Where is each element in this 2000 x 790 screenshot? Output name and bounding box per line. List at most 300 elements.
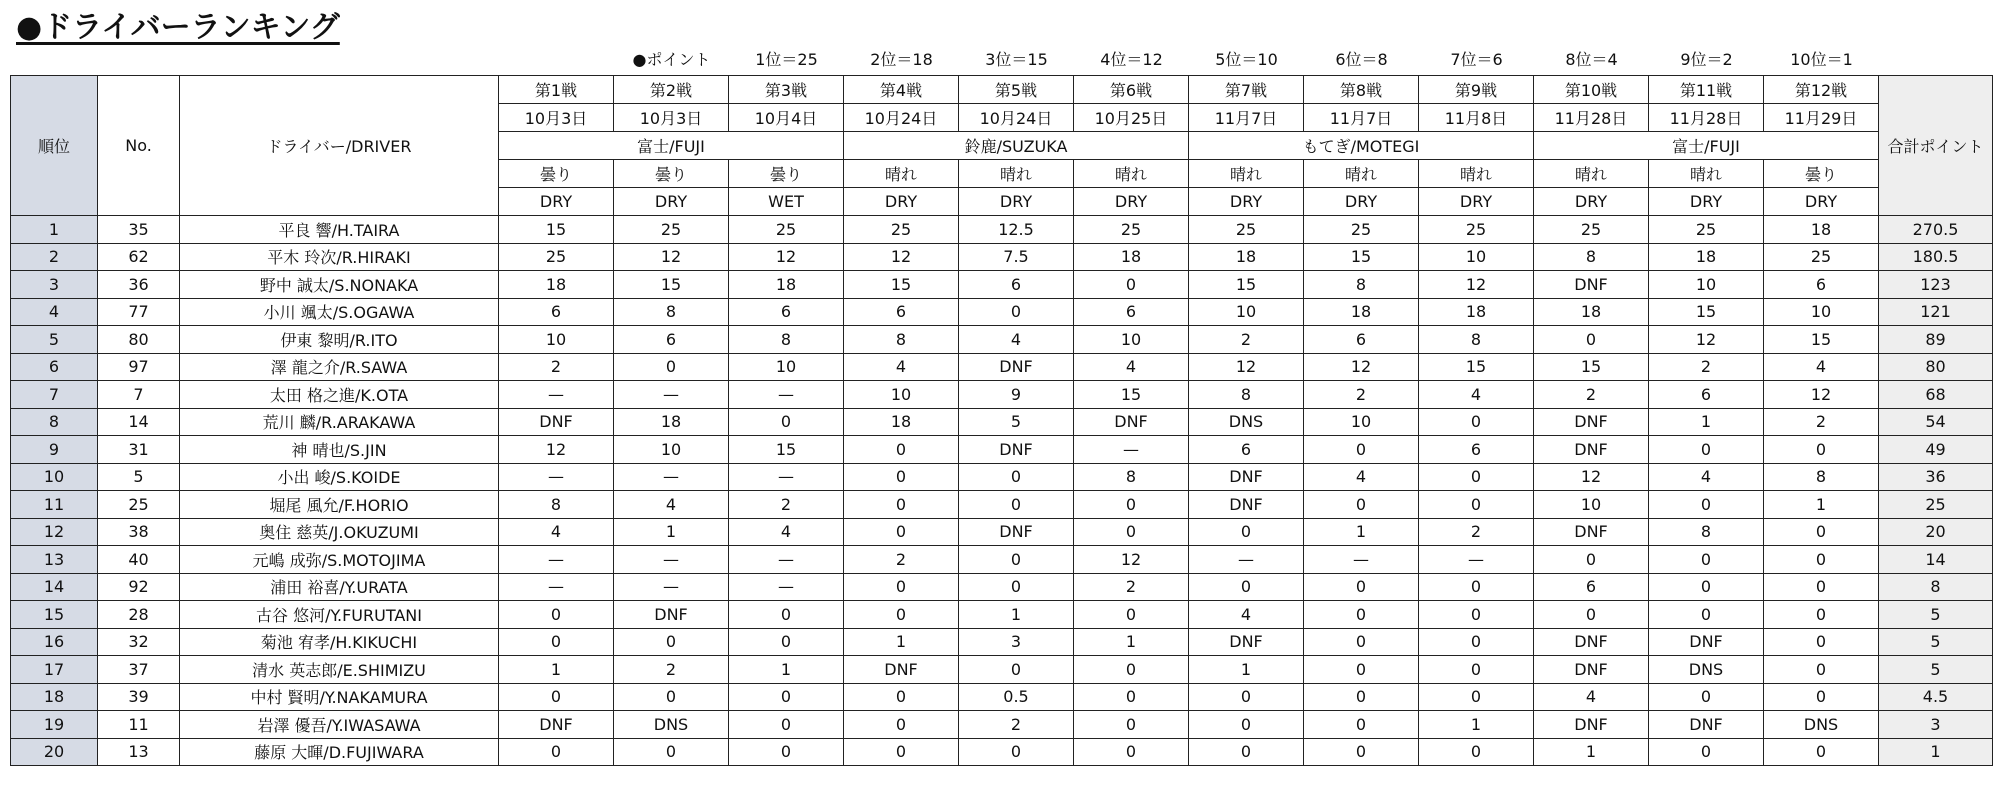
table-row	[11, 683, 1993, 711]
total-points-cell: 5	[1879, 628, 1993, 656]
points-cell: —	[729, 463, 844, 491]
points-cell: 18	[499, 271, 614, 299]
points-cell: 0	[729, 711, 844, 739]
points-cell: 0	[844, 436, 959, 464]
points-cell: 0	[1764, 683, 1879, 711]
points-cell: 10	[499, 326, 614, 354]
points-cell: 0	[499, 601, 614, 629]
points-cell: —	[729, 573, 844, 601]
rank-cell: 9	[11, 436, 98, 464]
points-cell: DNF	[499, 408, 614, 436]
points-cell: 0	[1419, 683, 1534, 711]
rank-cell: 12	[11, 518, 98, 546]
points-cell: 0	[1304, 573, 1419, 601]
points-cell: 2	[614, 656, 729, 684]
points-label: 4位＝12	[1100, 50, 1163, 69]
car-number-cell: 39	[98, 683, 180, 711]
points-cell: 12	[844, 243, 959, 271]
points-cell: DNS	[614, 711, 729, 739]
round-name: 第9戦	[1419, 76, 1534, 104]
points-cell: 18	[1534, 298, 1649, 326]
circuit-name: 富士/FUJI	[1534, 132, 1879, 160]
points-cell: 0	[844, 463, 959, 491]
points-cell: 0	[1189, 738, 1304, 766]
points-cell: 8	[1764, 463, 1879, 491]
car-number-cell: 13	[98, 738, 180, 766]
driver-name-cell: 平木 玲次/R.HIRAKI	[180, 243, 499, 271]
points-cell: 12	[499, 436, 614, 464]
points-cell: 0	[1189, 683, 1304, 711]
points-cell: 25	[844, 216, 959, 244]
points-cell: 2	[959, 711, 1074, 739]
points-cell: 15	[499, 216, 614, 244]
points-cell: DNF	[1534, 628, 1649, 656]
points-cell: —	[499, 573, 614, 601]
points-cell: 0	[1534, 546, 1649, 574]
points-cell: 4	[729, 518, 844, 546]
car-number-cell: 35	[98, 216, 180, 244]
points-cell: 1	[729, 656, 844, 684]
points-cell: 1	[1534, 738, 1649, 766]
points-cell: 10	[844, 381, 959, 409]
points-cell: 4	[1304, 463, 1419, 491]
round-surface: DRY	[614, 188, 729, 216]
points-cell: 6	[1074, 298, 1189, 326]
points-cell: 18	[844, 408, 959, 436]
header-number: No.	[98, 76, 180, 216]
points-cell: 15	[1649, 298, 1764, 326]
points-cell: —	[614, 463, 729, 491]
round-name: 第10戦	[1534, 76, 1649, 104]
points-cell: 6	[1189, 436, 1304, 464]
table-row	[11, 436, 1993, 464]
car-number-cell: 7	[98, 381, 180, 409]
points-cell: 0	[1419, 491, 1534, 519]
points-cell: 4	[499, 518, 614, 546]
table-row	[11, 601, 1993, 629]
points-cell: 0	[729, 628, 844, 656]
points-cell: 0	[1419, 463, 1534, 491]
points-cell: 2	[1189, 326, 1304, 354]
points-cell: 0	[614, 353, 729, 381]
points-cell: 0	[1764, 573, 1879, 601]
points-label: 6位＝8	[1335, 50, 1388, 69]
points-cell: DNS	[1189, 408, 1304, 436]
driver-name-cell: 岩澤 優吾/Y.IWASAWA	[180, 711, 499, 739]
ranking-table	[10, 75, 1993, 766]
header-position: 順位	[11, 76, 98, 216]
points-cell: 0	[844, 518, 959, 546]
car-number-cell: 92	[98, 573, 180, 601]
round-date: 10月3日	[614, 104, 729, 132]
driver-name-cell: 古谷 悠河/Y.FURUTANI	[180, 601, 499, 629]
points-cell: 4	[959, 326, 1074, 354]
rank-cell: 4	[11, 298, 98, 326]
points-cell: 0	[844, 683, 959, 711]
car-number-cell: 40	[98, 546, 180, 574]
points-label: 2位＝18	[870, 50, 933, 69]
driver-name-cell: 平良 響/H.TAIRA	[180, 216, 499, 244]
points-cell: 18	[729, 271, 844, 299]
points-cell: 6	[959, 271, 1074, 299]
points-cell: 25	[1649, 216, 1764, 244]
points-cell: 6	[1764, 271, 1879, 299]
rank-cell: 7	[11, 381, 98, 409]
points-cell: 6	[729, 298, 844, 326]
points-cell: 0	[1074, 601, 1189, 629]
points-cell: 0	[614, 683, 729, 711]
driver-name-cell: 神 晴也/S.JIN	[180, 436, 499, 464]
points-cell: 6	[1419, 436, 1534, 464]
points-cell: 10	[1764, 298, 1879, 326]
points-cell: DNS	[1649, 656, 1764, 684]
header-total: 合計ポイント	[1879, 76, 1993, 216]
table-row	[11, 573, 1993, 601]
points-cell: 0	[1649, 491, 1764, 519]
points-cell: 0	[1304, 711, 1419, 739]
points-cell: 0	[1764, 656, 1879, 684]
points-cell: 4	[1534, 683, 1649, 711]
points-cell: 0	[1074, 711, 1189, 739]
points-cell: 1	[1189, 656, 1304, 684]
points-cell: —	[614, 381, 729, 409]
points-cell: DNF	[499, 711, 614, 739]
points-cell: 8	[614, 298, 729, 326]
round-name: 第4戦	[844, 76, 959, 104]
points-cell: 0	[729, 601, 844, 629]
round-name: 第11戦	[1649, 76, 1764, 104]
round-weather: 曇り	[1764, 160, 1879, 188]
round-surface: DRY	[844, 188, 959, 216]
points-cell: 8	[1189, 381, 1304, 409]
car-number-cell: 97	[98, 353, 180, 381]
rank-cell: 17	[11, 656, 98, 684]
points-cell: 1	[1074, 628, 1189, 656]
points-cell: 8	[1419, 326, 1534, 354]
driver-name-cell: 小川 颯太/S.OGAWA	[180, 298, 499, 326]
table-row	[11, 381, 1993, 409]
points-cell: 0	[499, 628, 614, 656]
points-cell: —	[1419, 546, 1534, 574]
points-cell: 0	[729, 408, 844, 436]
driver-name-cell: 清水 英志郎/E.SHIMIZU	[180, 656, 499, 684]
points-cell: 8	[1649, 518, 1764, 546]
points-cell: 10	[1304, 408, 1419, 436]
points-cell: 0	[959, 546, 1074, 574]
points-cell: 4	[1189, 601, 1304, 629]
table-row	[11, 518, 1993, 546]
points-cell: 0	[1419, 738, 1534, 766]
points-cell: DNF	[1649, 711, 1764, 739]
round-weather: 晴れ	[1534, 160, 1649, 188]
points-cell: —	[499, 463, 614, 491]
rank-cell: 2	[11, 243, 98, 271]
round-date: 10月4日	[729, 104, 844, 132]
points-cell: 0	[844, 491, 959, 519]
car-number-cell: 80	[98, 326, 180, 354]
points-cell: 25	[1189, 216, 1304, 244]
points-label: 10位＝1	[1790, 50, 1853, 69]
points-cell: 2	[1534, 381, 1649, 409]
rank-cell: 5	[11, 326, 98, 354]
points-cell: 4	[1074, 353, 1189, 381]
points-cell: 0	[959, 656, 1074, 684]
points-cell: DNF	[1534, 408, 1649, 436]
points-cell: 0	[959, 491, 1074, 519]
rank-cell: 1	[11, 216, 98, 244]
points-label: ●ポイント	[632, 50, 711, 69]
points-cell: —	[614, 573, 729, 601]
total-points-cell: 68	[1879, 381, 1993, 409]
points-cell: 25	[499, 243, 614, 271]
points-label: 9位＝2	[1680, 50, 1733, 69]
points-cell: —	[729, 381, 844, 409]
points-cell: 0	[959, 463, 1074, 491]
points-cell: 18	[1419, 298, 1534, 326]
points-cell: 1	[614, 518, 729, 546]
points-cell: 15	[1189, 271, 1304, 299]
points-cell: 0	[1419, 628, 1534, 656]
rank-cell: 8	[11, 408, 98, 436]
circuit-name: もてぎ/MOTEGI	[1189, 132, 1534, 160]
points-cell: 15	[614, 271, 729, 299]
points-cell: 12	[1419, 271, 1534, 299]
points-label: 5位＝10	[1215, 50, 1278, 69]
driver-name-cell: 小出 峻/S.KOIDE	[180, 463, 499, 491]
total-points-cell: 4.5	[1879, 683, 1993, 711]
rank-cell: 13	[11, 546, 98, 574]
points-cell: 0	[1649, 601, 1764, 629]
points-cell: —	[499, 546, 614, 574]
points-cell: 2	[499, 353, 614, 381]
points-cell: 0	[959, 738, 1074, 766]
round-surface: WET	[729, 188, 844, 216]
points-cell: 8	[729, 326, 844, 354]
points-cell: 6	[1649, 381, 1764, 409]
total-points-cell: 14	[1879, 546, 1993, 574]
points-cell: 1	[1419, 711, 1534, 739]
total-points-cell: 20	[1879, 518, 1993, 546]
driver-name-cell: 中村 賢明/Y.NAKAMURA	[180, 683, 499, 711]
round-surface: DRY	[499, 188, 614, 216]
car-number-cell: 28	[98, 601, 180, 629]
table-row	[11, 546, 1993, 574]
round-date: 11月29日	[1764, 104, 1879, 132]
points-cell: 18	[1649, 243, 1764, 271]
points-cell: 25	[729, 216, 844, 244]
points-cell: 0	[1419, 408, 1534, 436]
points-cell: 15	[1304, 243, 1419, 271]
points-cell: 6	[844, 298, 959, 326]
points-cell: 25	[1074, 216, 1189, 244]
total-points-cell: 270.5	[1879, 216, 1993, 244]
points-cell: 8	[1534, 243, 1649, 271]
round-surface: DRY	[959, 188, 1074, 216]
table-row	[11, 353, 1993, 381]
points-cell: 6	[1304, 326, 1419, 354]
points-cell: DNF	[614, 601, 729, 629]
points-cell: 0	[1304, 683, 1419, 711]
driver-name-cell: 浦田 裕喜/Y.URATA	[180, 573, 499, 601]
points-cell: 1	[1649, 408, 1764, 436]
car-number-cell: 5	[98, 463, 180, 491]
points-cell: DNF	[1534, 711, 1649, 739]
points-cell: 0	[1074, 683, 1189, 711]
points-cell: DNF	[1534, 656, 1649, 684]
round-name: 第7戦	[1189, 76, 1304, 104]
points-cell: 0	[1189, 711, 1304, 739]
total-points-cell: 8	[1879, 573, 1993, 601]
points-cell: DNF	[1534, 518, 1649, 546]
points-cell: 2	[1304, 381, 1419, 409]
points-cell: DNF	[1189, 463, 1304, 491]
rank-cell: 16	[11, 628, 98, 656]
points-cell: 0	[844, 738, 959, 766]
round-name: 第6戦	[1074, 76, 1189, 104]
points-cell: 7.5	[959, 243, 1074, 271]
car-number-cell: 14	[98, 408, 180, 436]
rank-cell: 20	[11, 738, 98, 766]
points-cell: 1	[844, 628, 959, 656]
points-cell: 0	[1649, 738, 1764, 766]
round-date: 11月28日	[1534, 104, 1649, 132]
points-cell: 18	[1304, 298, 1419, 326]
table-row	[11, 628, 1993, 656]
points-cell: 0	[1304, 491, 1419, 519]
points-cell: 15	[1534, 353, 1649, 381]
points-cell: 4	[1764, 353, 1879, 381]
points-cell: 0	[1649, 683, 1764, 711]
driver-name-cell: 元嶋 成弥/S.MOTOJIMA	[180, 546, 499, 574]
table-header	[11, 76, 1993, 216]
table-row	[11, 711, 1993, 739]
round-date: 10月3日	[499, 104, 614, 132]
points-cell: 6	[1534, 573, 1649, 601]
points-cell: 3	[959, 628, 1074, 656]
total-points-cell: 89	[1879, 326, 1993, 354]
round-date: 11月8日	[1419, 104, 1534, 132]
round-weather: 晴れ	[1304, 160, 1419, 188]
driver-name-cell: 澤 龍之介/R.SAWA	[180, 353, 499, 381]
table-row	[11, 491, 1993, 519]
points-cell: DNF	[959, 436, 1074, 464]
points-cell: DNF	[1074, 408, 1189, 436]
points-cell: 1	[959, 601, 1074, 629]
rank-cell: 10	[11, 463, 98, 491]
points-cell: 15	[1764, 326, 1879, 354]
car-number-cell: 38	[98, 518, 180, 546]
points-cell: 0	[1419, 573, 1534, 601]
points-cell: 0	[1074, 738, 1189, 766]
points-cell: 0	[1074, 518, 1189, 546]
points-cell: 12	[1534, 463, 1649, 491]
points-cell: 0	[1764, 738, 1879, 766]
points-cell: DNF	[959, 518, 1074, 546]
points-label: 1位＝25	[755, 50, 818, 69]
points-cell: 10	[1649, 271, 1764, 299]
driver-name-cell: 太田 格之進/K.OTA	[180, 381, 499, 409]
points-label: 7位＝6	[1450, 50, 1503, 69]
points-cell: 0	[844, 711, 959, 739]
table-row	[11, 243, 1993, 271]
round-name: 第12戦	[1764, 76, 1879, 104]
points-cell: 0	[844, 573, 959, 601]
points-cell: 2	[1074, 573, 1189, 601]
total-points-cell: 80	[1879, 353, 1993, 381]
total-points-cell: 180.5	[1879, 243, 1993, 271]
points-cell: 0	[1764, 436, 1879, 464]
points-cell: DNF	[1649, 628, 1764, 656]
points-cell: 5	[959, 408, 1074, 436]
circuit-name: 鈴鹿/SUZUKA	[844, 132, 1189, 160]
points-cell: —	[1189, 546, 1304, 574]
points-cell: DNF	[1189, 628, 1304, 656]
car-number-cell: 36	[98, 271, 180, 299]
points-cell: 0	[1649, 573, 1764, 601]
points-cell: 0	[1304, 436, 1419, 464]
points-cell: 25	[1304, 216, 1419, 244]
points-cell: 18	[1189, 243, 1304, 271]
points-label: 3位＝15	[985, 50, 1048, 69]
round-surface: DRY	[1764, 188, 1879, 216]
rank-cell: 3	[11, 271, 98, 299]
points-cell: 12	[614, 243, 729, 271]
round-weather: 晴れ	[1649, 160, 1764, 188]
round-name: 第8戦	[1304, 76, 1419, 104]
driver-name-cell: 野中 誠太/S.NONAKA	[180, 271, 499, 299]
points-cell: —	[1304, 546, 1419, 574]
points-label: 8位＝4	[1565, 50, 1618, 69]
table-row	[11, 271, 1993, 299]
round-weather: 晴れ	[844, 160, 959, 188]
points-cell: —	[499, 381, 614, 409]
points-cell: 0	[1419, 656, 1534, 684]
round-surface: DRY	[1189, 188, 1304, 216]
points-cell: 0	[1534, 601, 1649, 629]
round-date: 11月7日	[1304, 104, 1419, 132]
table-row	[11, 216, 1993, 244]
points-cell: 0	[959, 298, 1074, 326]
round-surface: DRY	[1419, 188, 1534, 216]
points-cell: 10	[614, 436, 729, 464]
points-cell: 15	[729, 436, 844, 464]
driver-name-cell: 奥住 慈英/J.OKUZUMI	[180, 518, 499, 546]
car-number-cell: 31	[98, 436, 180, 464]
points-cell: 0	[1074, 656, 1189, 684]
rank-cell: 6	[11, 353, 98, 381]
round-surface: DRY	[1074, 188, 1189, 216]
round-weather: 曇り	[729, 160, 844, 188]
round-name: 第1戦	[499, 76, 614, 104]
points-cell: —	[729, 546, 844, 574]
points-cell: 2	[1649, 353, 1764, 381]
rank-cell: 11	[11, 491, 98, 519]
points-cell: DNF	[959, 353, 1074, 381]
round-name: 第3戦	[729, 76, 844, 104]
points-cell: 0	[729, 738, 844, 766]
round-name: 第2戦	[614, 76, 729, 104]
points-cell: 10	[1534, 491, 1649, 519]
total-points-cell: 54	[1879, 408, 1993, 436]
table-body	[11, 216, 1993, 766]
points-cell: 0	[1304, 628, 1419, 656]
points-cell: DNS	[1764, 711, 1879, 739]
total-points-cell: 36	[1879, 463, 1993, 491]
points-cell: 25	[614, 216, 729, 244]
points-cell: 0	[844, 601, 959, 629]
points-cell: 25	[1534, 216, 1649, 244]
points-cell: —	[614, 546, 729, 574]
